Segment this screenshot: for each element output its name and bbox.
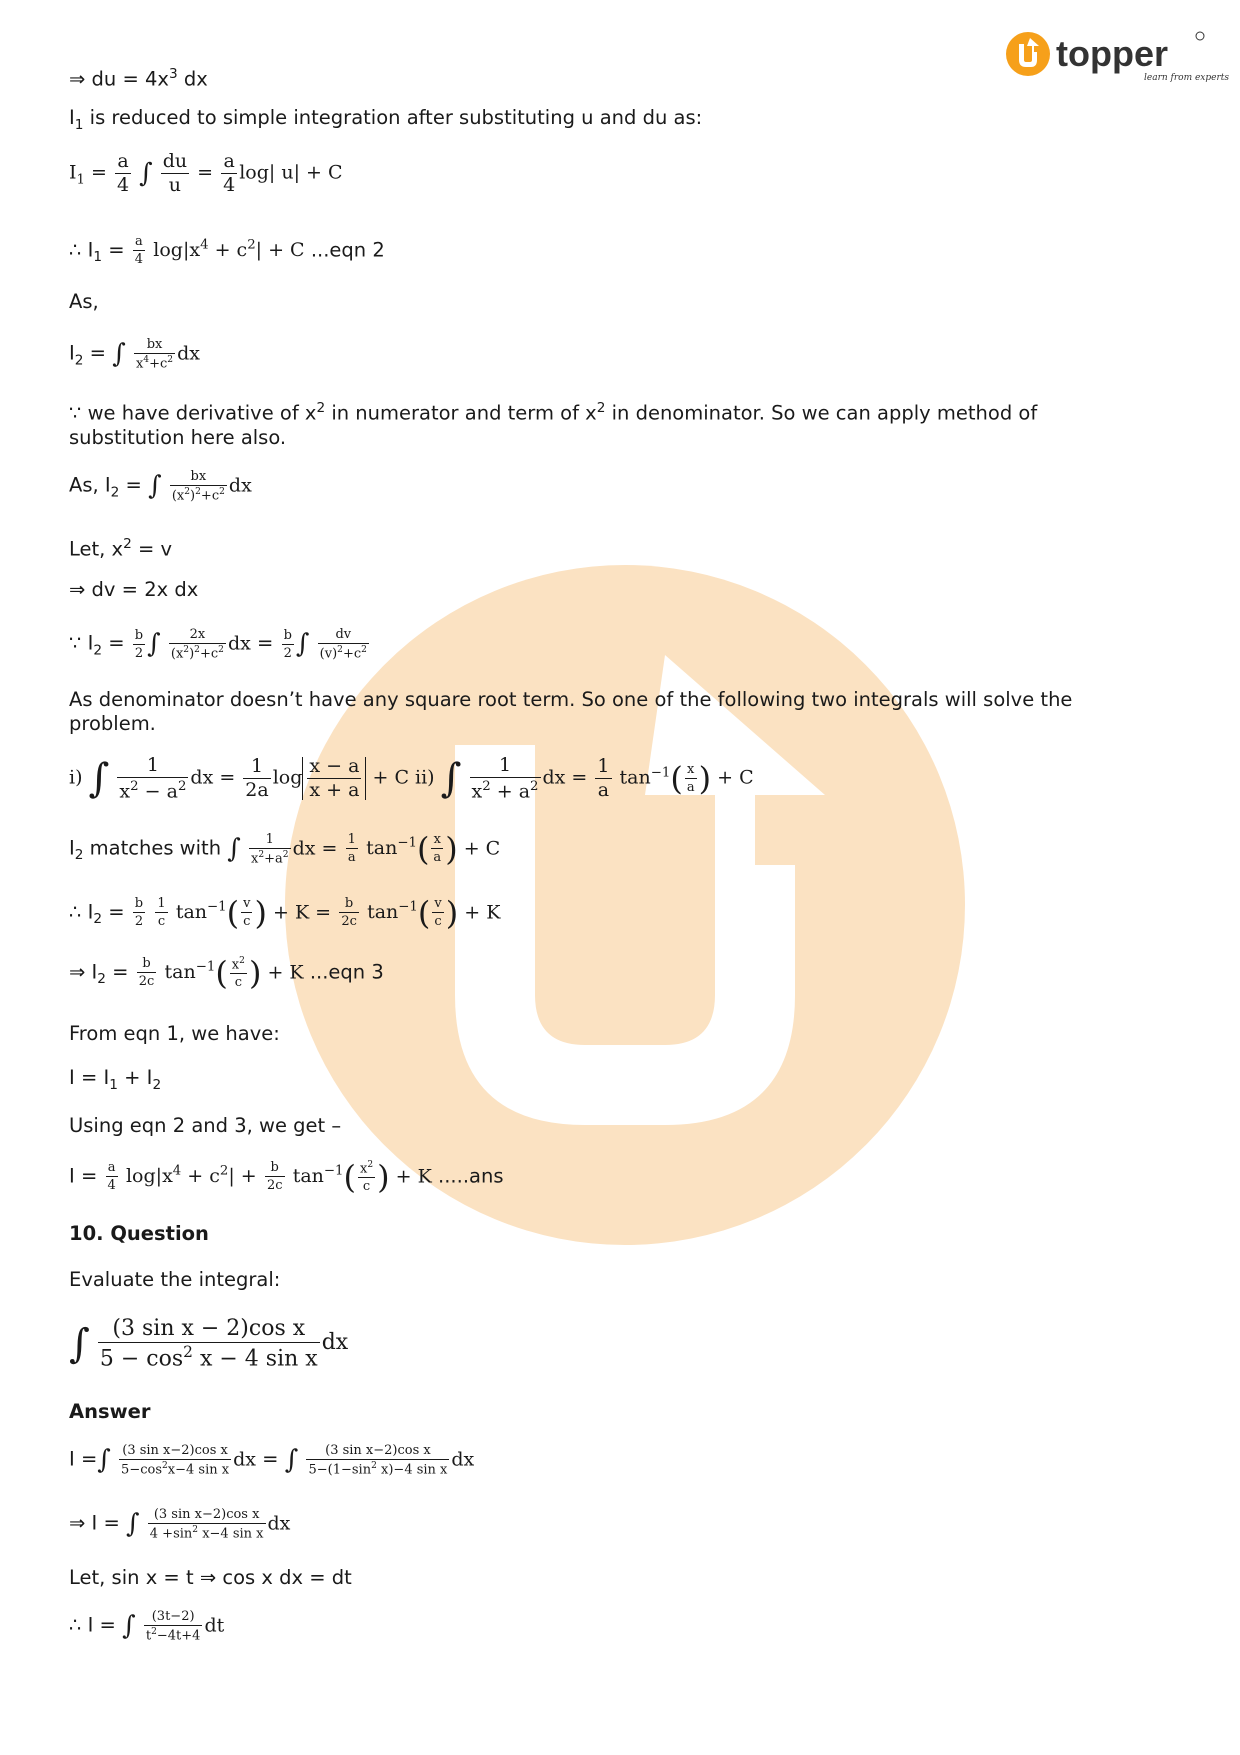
eq-question-integral: ∫ $\frac{\text{(3 sin x − 2)cos x}}{5 - \cos^2 x - 4 \sin x}$ dx <box>69 1316 349 1372</box>
eq-answer-step3: ∴ I = ∫ $\frac{(3t-2)}{t^2-4t+4}$ dt <box>69 1609 225 1644</box>
text-using-eqn: Using eqn 2 and 3, we get – <box>69 1114 342 1137</box>
svg-text:topper: topper <box>1056 33 1168 74</box>
text-as: As, <box>69 290 99 313</box>
text-dv: ⇒ dv = 2x dx <box>69 578 199 601</box>
eq-i2-sub: ∵ $I_2$ = $\frac{b}{2}$ ∫ $\frac{2x}{(x^2)^2+c^2}$ dx = $\frac{b}{2}$ ∫ $\frac{dv}{(v)^2+c^2}$ <box>69 627 367 662</box>
eq-i1-integral: $I_1$ = $\frac{a}{4}$ ∫ $\frac{du}{u}$ = $\frac{a}{4}$ log| u| + C <box>69 150 343 196</box>
text-from-eqn1: From eqn 1, we have: <box>69 1022 280 1045</box>
eq-i2-evaluated: ∴ $I_2$ = $\frac{b}{2}$ $\frac{1}{c}$ $\tan^{-1}$( $\frac{v}{c}$ ) + K = $\frac{b}{2c}$ $\tan^{-1}$( $\frac{v}{c}$ ) + K <box>69 893 501 932</box>
text-denominator-note: As denominator doesn’t have any square root term. So one of the following two integrals will solve the problem. <box>69 688 1073 735</box>
svg-text:learn from experts: learn from experts <box>1144 73 1230 83</box>
eq-i2-def: $I_2$ = ∫ $\frac{bx}{x^4+c^2}$ dx <box>69 337 200 372</box>
text-let-sinx-t: Let, sin x = t ⇒ cos x dx = dt <box>69 1566 352 1589</box>
eq-i2-result: ⇒ $I_2$ = $\frac{b}{2c}$ $\tan^{-1}$( $\frac{x^2}{c}$ ) + K ...eqn 3 <box>69 953 384 992</box>
question-heading: 10. Question <box>69 1222 209 1245</box>
eq-answer-step2: ⇒ I = ∫ $\frac{\text{(3 sin x−2)cos x}}{4 +\sin^2 x-4 \sin x}$ dx <box>69 1507 291 1542</box>
eq-final-answer: I = $\frac{a}{4}$ $\log|x^4 + c^2|$ + $\frac{b}{2c}$ $\tan^{-1}$( $\frac{x^2}{c}$ ) + K .....ans <box>69 1157 504 1196</box>
eq-standard-integrals: i) ∫ $\frac{1}{x^2 - a^2}$ dx = $\frac{1}{2a}$ log $\frac{x - a}{x + a}$ + C ii) ∫ $\frac{1}{x^2 + a^2}$ dx = $\frac{1}{a}$ $\tan^{-1}$( $\frac{x}{a}$ ) + C <box>69 754 754 803</box>
eq-answer-step1: I =∫ $\frac{\text{(3 sin x−2)cos x}}{5-\cos^2x-4 \sin x}$ dx = ∫ $\frac{\text{(3 sin x−2)cos x}}{5-(1-\sin^2 x)-4 \sin x}$ dx <box>69 1443 475 1478</box>
topper-logo <box>1004 30 1230 86</box>
eq-i1-result: ∴ $I_1$ = $\frac{a}{4}$ $\log|x^4 + c^2| + C$ ...eqn 2 <box>69 234 385 268</box>
eq-i2-matches: $I_2$ matches with ∫ $\frac{1}{x^2+a^2}$ dx = $\frac{1}{a}$ $\tan^{-1}$( $\frac{x}{a}$ ) + C <box>69 829 501 868</box>
question-text: Evaluate the integral: <box>69 1268 281 1291</box>
answer-heading: Answer <box>69 1400 151 1423</box>
text-let-x2-v: Let, $x^2 = v$ <box>69 536 173 561</box>
line-i1-reduced: $I_1$ is reduced to simple integration after substituting u and du as: <box>69 106 703 133</box>
text-derivative-note: ∵ we have derivative of $x^2$ in numerator and term of $x^2$ in denominator. So we can apply method of substitution here also. <box>69 400 1038 449</box>
eq-i-sum: $I = I_1 + I_2$ <box>69 1066 162 1093</box>
line-du: ⇒ du = $4x^3$ dx <box>69 66 208 91</box>
eq-i2-rewrite: As, $I_2$ = ∫ $\frac{bx}{(x^2)^2+c^2}$ dx <box>69 469 252 504</box>
